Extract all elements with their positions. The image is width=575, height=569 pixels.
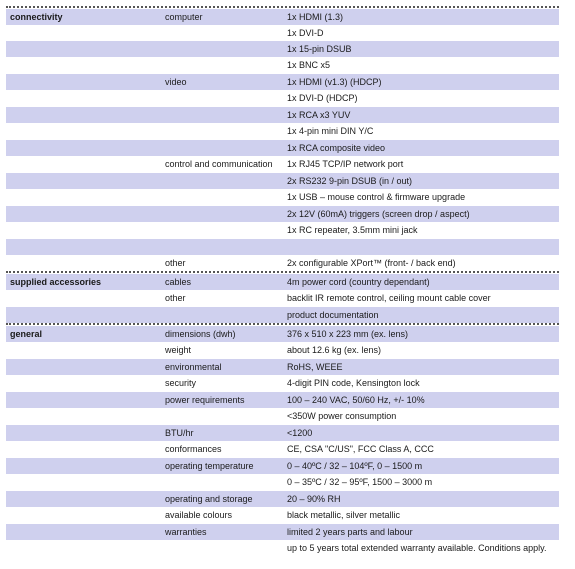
section-title: supplied accessories (10, 277, 102, 287)
section-divider (6, 271, 559, 273)
section-title: connectivity (10, 12, 63, 22)
table-row (6, 359, 559, 375)
table-row (6, 408, 559, 424)
row-value: CE, CSA "C/US", FCC Class A, CCC (287, 444, 434, 454)
row-value: 4-digit PIN code, Kensington lock (287, 378, 420, 388)
table-row (6, 140, 559, 156)
row-subcategory: weight (165, 345, 192, 355)
table-row (6, 107, 559, 123)
row-subcategory: available colours (165, 510, 233, 520)
table-row (6, 57, 559, 73)
row-value: 1x RC repeater, 3.5mm mini jack (287, 225, 418, 235)
row-value: 1x DVI-D (287, 28, 324, 38)
row-value: 1x RCA x3 YUV (287, 110, 351, 120)
table-row (6, 90, 559, 106)
row-value: 1x 4-pin mini DIN Y/C (287, 126, 374, 136)
table-row (6, 507, 559, 523)
row-subcategory: BTU/hr (165, 428, 194, 438)
table-row (6, 255, 559, 271)
table-row (6, 123, 559, 139)
row-value: black metallic, silver metallic (287, 510, 401, 520)
row-value: 1x RJ45 TCP/IP network port (287, 159, 404, 169)
row-subcategory: other (165, 258, 186, 268)
row-value: 4m power cord (country dependant) (287, 277, 430, 287)
table-row (6, 524, 559, 540)
table-row (6, 206, 559, 222)
row-value: 0 – 35ºC / 32 – 95ºF, 1500 – 3000 m (287, 477, 433, 487)
row-subcategory: cables (165, 277, 192, 287)
table-row (6, 222, 559, 238)
table-row (6, 342, 559, 358)
row-value: limited 2 years parts and labour (287, 527, 413, 537)
row-subcategory: computer (165, 12, 203, 22)
row-value: 2x 12V (60mA) triggers (screen drop / aspect) (287, 209, 470, 219)
row-subcategory: operating temperature (165, 461, 254, 471)
section-title: general (10, 329, 43, 339)
row-value: 1x 15-pin DSUB (287, 44, 352, 54)
row-value: backlit IR remote control, ceiling mount cable cover (287, 293, 491, 303)
row-subcategory: operating and storage (165, 494, 253, 504)
row-value: product documentation (287, 310, 379, 320)
table-row (6, 425, 559, 441)
table-row (6, 189, 559, 205)
table-row (6, 41, 559, 57)
row-value: RoHS, WEEE (287, 362, 343, 372)
row-value: <1200 (287, 428, 313, 438)
table-row (6, 25, 559, 41)
row-value: 2x RS232 9-pin DSUB (in / out) (287, 176, 413, 186)
row-value: 1x HDMI (1.3) (287, 12, 344, 22)
table-row (6, 274, 559, 290)
row-value: 376 x 510 x 223 mm (ex. lens) (287, 329, 409, 339)
table-row (6, 290, 559, 306)
row-value: up to 5 years total extended warranty available. Conditions apply. (287, 543, 547, 553)
row-value: 100 – 240 VAC, 50/60 Hz, +/- 10% (287, 395, 425, 405)
row-value: 0 – 40ºC / 32 – 104ºF, 0 – 1500 m (287, 461, 423, 471)
row-subcategory: power requirements (165, 395, 245, 405)
row-value: <350W power consumption (287, 411, 397, 421)
table-row (6, 392, 559, 408)
section-divider (6, 6, 559, 8)
row-subcategory: video (165, 77, 187, 87)
table-row (6, 375, 559, 391)
row-value: 1x USB – mouse control & firmware upgrade (287, 192, 466, 202)
row-value: 2x configurable XPort™ (front- / back end) (287, 258, 456, 268)
row-value: 1x RCA composite video (287, 143, 386, 153)
table-row (6, 326, 559, 342)
row-subcategory: security (165, 378, 197, 388)
table-row (6, 239, 559, 255)
row-subcategory: conformances (165, 444, 222, 454)
row-subcategory: other (165, 293, 186, 303)
table-row (6, 173, 559, 189)
row-value: 20 – 90% RH (287, 494, 341, 504)
row-value: 1x DVI-D (HDCP) (287, 93, 358, 103)
row-value: 1x BNC x5 (287, 60, 331, 70)
row-value: about 12.6 kg (ex. lens) (287, 345, 382, 355)
table-row (6, 9, 559, 25)
table-row (6, 156, 559, 172)
table-row (6, 307, 559, 323)
row-value: 1x HDMI (v1.3) (HDCP) (287, 77, 382, 87)
table-row (6, 441, 559, 457)
table-row (6, 458, 559, 474)
row-subcategory: dimensions (dwh) (165, 329, 236, 339)
row-subcategory: control and communication (165, 159, 273, 169)
row-subcategory: warranties (165, 527, 207, 537)
table-row (6, 74, 559, 90)
section-divider (6, 323, 559, 325)
table-row (6, 474, 559, 490)
row-subcategory: environmental (165, 362, 222, 372)
table-row (6, 491, 559, 507)
table-row (6, 540, 559, 568)
